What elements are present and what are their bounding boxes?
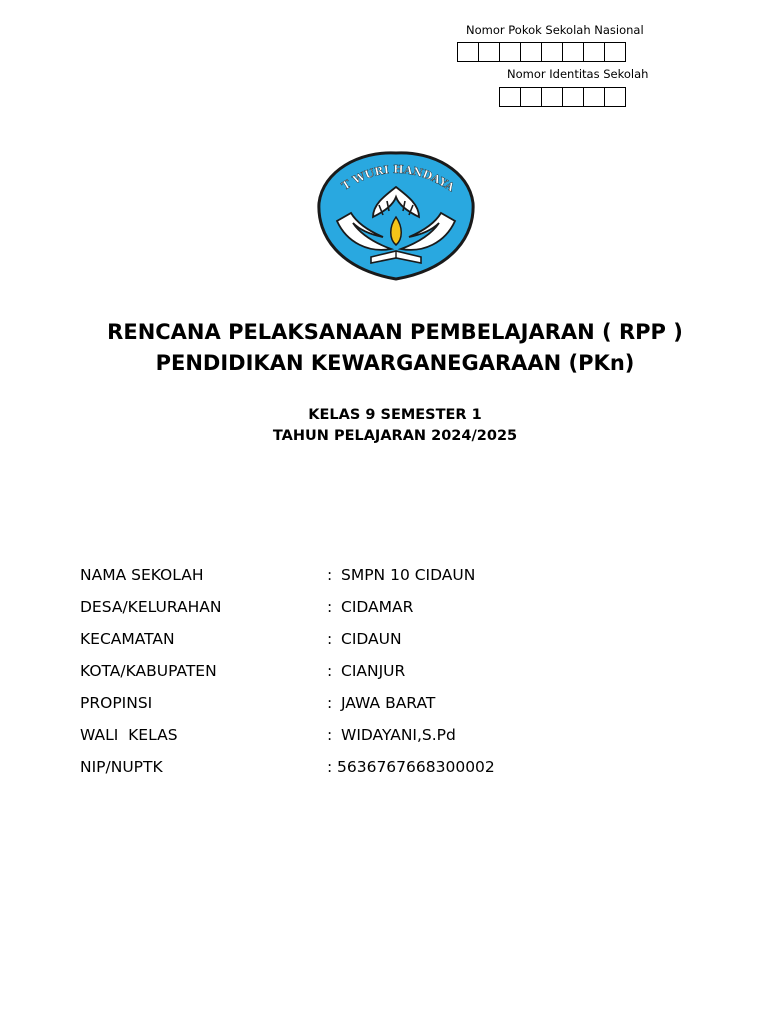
tut-wuri-handayani-logo-icon [313, 145, 479, 285]
npsn-digit-box[interactable] [604, 42, 626, 62]
npsn-digit-boxes [457, 42, 626, 62]
info-separator: : [327, 694, 333, 712]
info-label: WALI KELAS [80, 726, 178, 744]
npsn-digit-box[interactable] [562, 42, 584, 62]
info-separator: : [327, 662, 333, 680]
info-separator: : [327, 598, 333, 616]
info-row-kota-kabupaten [80, 659, 495, 691]
info-separator: : [327, 726, 333, 744]
document-subtitle [0, 405, 768, 447]
info-value: CIDAMAR [341, 598, 414, 616]
info-value: WIDAYANI,S.Pd [341, 726, 456, 744]
info-row-propinsi [80, 691, 495, 723]
npsn-digit-box[interactable] [520, 42, 542, 62]
subtitle-line-2: TAHUN PELAJARAN 2024/2025 [272, 428, 518, 444]
info-label: PROPINSI [80, 694, 153, 712]
nis-digit-boxes [499, 87, 626, 107]
subtitle-line-1: KELAS 9 SEMESTER 1 [308, 407, 482, 423]
info-row-wali-kelas [80, 723, 495, 755]
nis-digit-box[interactable] [541, 87, 563, 107]
info-value: SMPN 10 CIDAUN [341, 566, 476, 584]
school-info-list [80, 563, 495, 787]
info-separator: : [327, 630, 333, 648]
nis-digit-box[interactable] [562, 87, 584, 107]
title-line-1: RENCANA PELAKSANAAN PEMBELAJARAN ( RPP ) [107, 320, 683, 344]
npsn-label: Nomor Pokok Sekolah Nasional [466, 23, 644, 37]
nis-digit-box[interactable] [499, 87, 521, 107]
info-row-kecamatan [80, 627, 495, 659]
nis-digit-box[interactable] [520, 87, 542, 107]
info-row-nama-sekolah [80, 563, 495, 595]
nis-digit-box[interactable] [583, 87, 605, 107]
title-line-2: PENDIDIKAN KEWARGANEGARAAN (PKn) [155, 351, 635, 375]
info-separator: : [327, 758, 333, 776]
logo-motto: T WURI HANDAYA [339, 162, 457, 195]
info-row-desa-kelurahan [80, 595, 495, 627]
nis-digit-box[interactable] [604, 87, 626, 107]
document-title [0, 317, 768, 379]
npsn-digit-box[interactable] [541, 42, 563, 62]
info-label: NAMA SEKOLAH [80, 566, 204, 584]
info-label: KOTA/KABUPATEN [80, 662, 217, 680]
info-value: 5636767668300002 [337, 758, 495, 776]
nis-label: Nomor Identitas Sekolah [507, 67, 649, 81]
info-separator: : [327, 566, 333, 584]
info-row-nip-nuptk [80, 755, 495, 787]
info-label: NIP/NUPTK [80, 758, 163, 776]
info-label: KECAMATAN [80, 630, 175, 648]
npsn-digit-box[interactable] [499, 42, 521, 62]
npsn-digit-box[interactable] [583, 42, 605, 62]
info-value: CIDAUN [341, 630, 402, 648]
info-value: JAWA BARAT [341, 694, 436, 712]
info-value: CIANJUR [341, 662, 406, 680]
info-label: DESA/KELURAHAN [80, 598, 222, 616]
npsn-digit-box[interactable] [457, 42, 479, 62]
npsn-digit-box[interactable] [478, 42, 500, 62]
